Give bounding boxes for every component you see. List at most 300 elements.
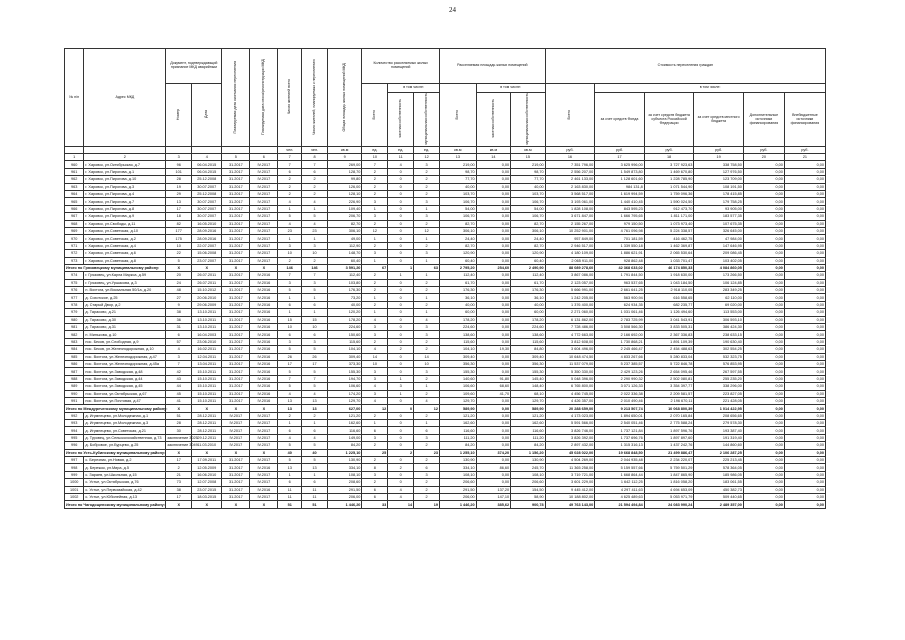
table-cell: 7 bbox=[302, 375, 328, 382]
table-cell: 14 bbox=[362, 353, 388, 360]
table-cell: 3 bbox=[414, 198, 440, 205]
table-cell: 49 763 143,00 bbox=[545, 501, 595, 508]
table-cell: 0,00 bbox=[476, 220, 510, 227]
table-cell: 129,70 bbox=[327, 397, 361, 404]
column-number-cell: 5 bbox=[222, 154, 250, 161]
table-cell: 2 946 517,00 bbox=[545, 242, 595, 249]
table-cell: 5 bbox=[302, 213, 328, 220]
table-cell: 2 bbox=[302, 412, 328, 419]
table-cell: 0,00 bbox=[784, 250, 825, 257]
table-cell: 162,60 bbox=[327, 420, 361, 427]
table-cell: 7 bbox=[362, 161, 388, 168]
subtotal-label: Итого по Междуреченскому муниципальному району: bbox=[66, 406, 168, 411]
table-cell: 2 bbox=[388, 346, 414, 353]
table-cell: 6 bbox=[278, 331, 302, 338]
table-cell: 2 022 336,38 bbox=[595, 390, 645, 397]
table-cell: 1 894 650,01 bbox=[595, 412, 645, 419]
table-cell: IV.2016 bbox=[250, 294, 278, 301]
table-cell: 0,00 bbox=[784, 405, 825, 412]
header-doc-date: Дата bbox=[203, 110, 208, 119]
table-cell: 2 196 670,11 bbox=[644, 397, 694, 404]
table-cell: 0,00 bbox=[784, 479, 825, 486]
table-cell: 6 131 862,00 bbox=[545, 316, 595, 323]
table-cell: IV.2017 bbox=[222, 434, 250, 441]
table-cell: 338 758,50 bbox=[694, 161, 744, 168]
table-cell: 979 150,50 bbox=[595, 220, 645, 227]
table-cell: 0,00 bbox=[784, 390, 825, 397]
table-cell: 0,00 bbox=[476, 434, 510, 441]
unit-cell: кв.м bbox=[511, 147, 546, 154]
address-cell: д. Игумнецево, ул.Молодежная, д.3 bbox=[84, 420, 166, 427]
table-cell: IV.2017 bbox=[222, 442, 250, 449]
table-cell: 146 bbox=[302, 264, 328, 271]
table-cell: 31.2017 bbox=[222, 457, 250, 464]
address-cell: д. Тарасово, д.21 bbox=[84, 309, 166, 316]
table-cell: 2 245 466,47 bbox=[595, 346, 645, 353]
table-cell: 5 350 330,00 bbox=[545, 368, 595, 375]
header-area-incl: в том числе: bbox=[476, 84, 545, 93]
table-cell: 3 354 397,77 bbox=[644, 383, 694, 390]
table-cell: 2 123 057,00 bbox=[545, 279, 595, 286]
table-cell: 108 191,50 bbox=[694, 183, 744, 190]
table-row bbox=[65, 383, 826, 390]
table-cell: IV.2017 bbox=[222, 420, 250, 427]
table-cell: 3 bbox=[362, 331, 388, 338]
table-cell: 31.2017 bbox=[222, 279, 250, 286]
table-cell: 0,00 bbox=[476, 324, 510, 331]
header-num: № п/п bbox=[65, 49, 84, 147]
table-cell: 2 bbox=[388, 464, 414, 471]
table-cell: 104,10 bbox=[327, 346, 361, 353]
table-cell: IV.2016 bbox=[250, 360, 278, 367]
table-cell: 103 402,05 bbox=[694, 257, 744, 264]
table-cell: 0,00 bbox=[476, 235, 510, 242]
table-cell: 0,00 bbox=[784, 301, 825, 308]
table-cell: 306,10 bbox=[511, 227, 546, 234]
table-cell: 25 bbox=[362, 449, 388, 456]
table-cell: 0 bbox=[388, 427, 414, 434]
table-cell: 84,20 bbox=[327, 442, 361, 449]
table-cell: заключение 3049 bbox=[167, 443, 198, 448]
table-cell: X bbox=[192, 405, 222, 412]
table-cell: 0,00 bbox=[743, 316, 784, 323]
table-cell: 11 bbox=[278, 486, 302, 493]
table-cell: 22.07.2007 bbox=[192, 242, 222, 249]
table-cell: 4 833 267,66 bbox=[595, 353, 645, 360]
table-cell: 112,90 bbox=[327, 242, 361, 249]
table-row bbox=[65, 287, 826, 294]
table-cell: 0,00 bbox=[476, 427, 510, 434]
table-cell: 68,60 bbox=[476, 383, 510, 390]
table-cell: 0,00 bbox=[476, 183, 510, 190]
address-cell: д. Игумнецево, ул.Советская, д.21 bbox=[84, 427, 166, 434]
table-cell: 5 048 396,00 bbox=[545, 375, 595, 382]
table-cell: X bbox=[166, 449, 192, 456]
table-cell: IV.2016 bbox=[250, 316, 278, 323]
table-cell: 17 bbox=[302, 360, 328, 367]
table-cell: 989 bbox=[65, 383, 84, 390]
table-cell: 0 bbox=[388, 176, 414, 183]
table-cell: 338 296,00 bbox=[694, 383, 744, 390]
table-cell: 5 bbox=[302, 287, 328, 294]
table-cell: 82,70 bbox=[511, 220, 546, 227]
table-cell: 3 bbox=[414, 434, 440, 441]
table-cell: 3 bbox=[362, 471, 388, 478]
table-cell: 31.2017 bbox=[222, 368, 250, 375]
table-cell: 116,60 bbox=[511, 427, 546, 434]
table-cell: 3 bbox=[302, 338, 328, 345]
table-cell: 5 bbox=[278, 457, 302, 464]
table-cell: 1 462 369,87 bbox=[644, 242, 694, 249]
table-cell: 992 bbox=[65, 412, 84, 419]
table-cell: 162,60 bbox=[511, 420, 546, 427]
table-cell: 2 bbox=[388, 449, 414, 456]
table-cell: IV.2016 bbox=[250, 331, 278, 338]
table-cell: 1 bbox=[302, 205, 328, 212]
table-cell: 16.02.2011 bbox=[192, 346, 222, 353]
table-cell: 0,00 bbox=[743, 442, 784, 449]
table-cell: IV.2016 bbox=[250, 353, 278, 360]
table-cell: 0,00 bbox=[784, 397, 825, 404]
table-cell: 17 bbox=[166, 494, 192, 501]
table-cell: 6 bbox=[278, 427, 302, 434]
table-cell: 106,70 bbox=[511, 198, 546, 205]
table-cell: 0,00 bbox=[476, 250, 510, 257]
table-cell: 4 bbox=[278, 220, 302, 227]
table-cell: 101 bbox=[166, 168, 192, 175]
table-cell: 31.2017 bbox=[222, 205, 250, 212]
table-cell: 106,70 bbox=[440, 198, 477, 205]
table-cell: 24,40 bbox=[511, 235, 546, 242]
table-cell: 108,10 bbox=[440, 471, 477, 478]
table-cell: 238 633,15 bbox=[694, 331, 744, 338]
table-cell: 979 bbox=[65, 309, 84, 316]
table-cell: 0,00 bbox=[743, 449, 784, 456]
table-cell: 11 bbox=[302, 494, 328, 501]
address-cell: пос. Вохтога, ул.Заводская, д.48 bbox=[84, 368, 166, 375]
table-cell: IV.2016 bbox=[250, 338, 278, 345]
table-cell: IV.2016 bbox=[250, 346, 278, 353]
table-cell: 1 619 994,59 bbox=[595, 190, 645, 197]
table-cell: 12 bbox=[362, 405, 388, 412]
table-cell: 2 bbox=[278, 183, 302, 190]
table-cell: 1 828 108,00 bbox=[545, 205, 595, 212]
table-cell: 15.10.2011 bbox=[192, 375, 222, 382]
table-cell: 0 bbox=[388, 294, 414, 301]
table-cell: 17 bbox=[278, 360, 302, 367]
table-cell: 1 242 205,00 bbox=[545, 294, 595, 301]
table-cell: 2 166 692,00 bbox=[595, 331, 645, 338]
header-cost-excess: Внебюджетные источники финансирования bbox=[784, 93, 825, 147]
table-cell: 0,00 bbox=[476, 198, 510, 205]
table-cell: 1 730 868,21 bbox=[595, 338, 645, 345]
table-cell: 107 675,35 bbox=[694, 220, 744, 227]
header-residents: Число жителей всего bbox=[286, 79, 291, 115]
table-cell: 962 bbox=[65, 176, 84, 183]
table-cell: 8 bbox=[362, 464, 388, 471]
table-cell: 3 625 996,00 bbox=[595, 161, 645, 168]
table-cell: 988 bbox=[65, 375, 84, 382]
table-cell: 26.07.2011 bbox=[192, 272, 222, 279]
table-cell: 385,62 bbox=[476, 501, 510, 508]
table-cell: 30.07.2007 bbox=[192, 205, 222, 212]
table-row bbox=[65, 235, 826, 242]
column-number-cell: 8 bbox=[302, 154, 328, 161]
table-row bbox=[65, 353, 826, 360]
table-cell: 20 bbox=[166, 272, 192, 279]
table-row bbox=[65, 316, 826, 323]
table-cell: 9 bbox=[166, 301, 192, 308]
table-cell: 1 897 596,76 bbox=[644, 427, 694, 434]
table-cell: 991 bbox=[65, 397, 84, 404]
table-cell: 4 bbox=[166, 346, 192, 353]
table-cell: 177 bbox=[166, 227, 192, 234]
table-cell: 283 349,25 bbox=[694, 287, 744, 294]
table-cell: 1 759 096,36 bbox=[644, 190, 694, 197]
table-cell: 30.07.2007 bbox=[192, 213, 222, 220]
column-number-cell: 12 bbox=[414, 154, 440, 161]
address-cell: с. Зараев, ул.Школьная, д.15 bbox=[84, 471, 166, 478]
table-cell: 0,00 bbox=[476, 205, 510, 212]
table-cell: 2 489 357,00 bbox=[694, 501, 744, 508]
address-cell: пос. Вохтога, ул.Железнодорожная, д.45а bbox=[84, 360, 166, 367]
table-cell: 31.2017 bbox=[222, 220, 250, 227]
table-cell: 11 bbox=[302, 486, 328, 493]
table-cell: 6 bbox=[302, 427, 328, 434]
table-cell: 0,00 bbox=[476, 397, 510, 404]
table-cell: 31.2017 bbox=[222, 272, 250, 279]
table-cell: 10 252 901,00 bbox=[545, 227, 595, 234]
table-cell: 0 bbox=[388, 324, 414, 331]
table-cell: 2 bbox=[414, 457, 440, 464]
table-cell: 0,00 bbox=[743, 368, 784, 375]
table-cell: 965 bbox=[65, 198, 84, 205]
table-cell: IV.2016 bbox=[250, 309, 278, 316]
table-cell: 20 288 659,00 bbox=[545, 405, 595, 412]
table-cell: 13 bbox=[278, 397, 302, 404]
table-cell: 0,00 bbox=[476, 287, 510, 294]
table-cell: 26 bbox=[302, 353, 328, 360]
table-cell: 28.12.2011 bbox=[192, 427, 222, 434]
unit-cell bbox=[166, 147, 192, 154]
header-qty-group: Количество расселяемых жилых помещений bbox=[362, 49, 440, 84]
table-cell: 416 462,75 bbox=[644, 235, 694, 242]
table-cell: 2 bbox=[414, 220, 440, 227]
table-cell: 10 bbox=[362, 360, 388, 367]
table-cell: 0,00 bbox=[784, 198, 825, 205]
table-cell: 10 bbox=[166, 242, 192, 249]
table-cell: 1 bbox=[388, 390, 414, 397]
table-cell: 73,20 bbox=[327, 294, 361, 301]
table-cell: 3 bbox=[414, 331, 440, 338]
table-cell: 130,90 bbox=[327, 457, 361, 464]
table-cell: 0 bbox=[388, 412, 414, 419]
table-cell: 148,70 bbox=[327, 250, 361, 257]
table-cell: 146 bbox=[278, 264, 302, 271]
address-cell: с. Устье, ул.Юбилейная, д.13 bbox=[84, 494, 166, 501]
units-row bbox=[65, 147, 826, 154]
table-cell: 1 918 630,00 bbox=[644, 272, 694, 279]
table-cell: 45 bbox=[166, 390, 192, 397]
unit-cell: руб. bbox=[595, 147, 645, 154]
table-cell: 60,00 bbox=[511, 309, 546, 316]
table-cell: 0,00 bbox=[476, 176, 510, 183]
table-cell: 3 bbox=[362, 434, 388, 441]
table-cell: IV.2017 bbox=[250, 257, 278, 264]
table-cell: 0,00 bbox=[784, 324, 825, 331]
table-cell: 2 490,90 bbox=[511, 264, 546, 271]
table-cell: 123 709,00 bbox=[694, 176, 744, 183]
table-cell: 2 bbox=[414, 168, 440, 175]
address-cell: д. Бобровое, ул.Бурцево, д.25 bbox=[84, 442, 166, 449]
table-cell: 1 128 601,60 bbox=[595, 176, 645, 183]
table-cell: 6 bbox=[414, 464, 440, 471]
table-cell: 176,30 bbox=[327, 287, 361, 294]
table-cell: 961 bbox=[65, 168, 84, 175]
table-cell: 26 bbox=[278, 353, 302, 360]
table-cell: 2 bbox=[362, 220, 388, 227]
table-cell: 984 bbox=[65, 346, 84, 353]
table-cell: 3 bbox=[278, 279, 302, 286]
table-cell: X bbox=[222, 449, 250, 456]
table-cell: 140,60 bbox=[440, 375, 477, 382]
table-cell: 3 bbox=[302, 242, 328, 249]
table-cell: 0,00 bbox=[743, 331, 784, 338]
table-cell: 128,70 bbox=[327, 168, 361, 175]
table-cell: 2 bbox=[362, 168, 388, 175]
table-cell: 0,00 bbox=[743, 501, 784, 508]
table-cell: 10 bbox=[302, 324, 328, 331]
table-cell: 106,60 bbox=[440, 383, 477, 390]
table-cell: 82,70 bbox=[327, 220, 361, 227]
table-cell: 2 bbox=[414, 486, 440, 493]
table-cell: 126,00 bbox=[327, 183, 361, 190]
table-cell: 120,20 bbox=[327, 309, 361, 316]
table-cell: 1 071 544,90 bbox=[644, 183, 694, 190]
table-cell: 3 bbox=[414, 368, 440, 375]
table-cell: 6 bbox=[302, 331, 328, 338]
table-cell: 2 bbox=[414, 412, 440, 419]
table-cell: 208,60 bbox=[327, 479, 361, 486]
table-cell: 1 bbox=[302, 420, 328, 427]
table-cell: 28 bbox=[166, 176, 192, 183]
table-cell: 682 235,77 bbox=[644, 301, 694, 308]
header-plan-resettle: Планируемая дата окончания переселения bbox=[232, 60, 237, 134]
table-cell: 147 646,95 bbox=[694, 242, 744, 249]
table-cell: 1 446,20 bbox=[327, 501, 361, 508]
table-cell: 1 bbox=[302, 235, 328, 242]
table-cell: 0,00 bbox=[784, 449, 825, 456]
table-cell: 2 bbox=[414, 287, 440, 294]
table-cell: 0,00 bbox=[784, 494, 825, 501]
unit-cell: руб. bbox=[644, 147, 694, 154]
table-cell: 1 440 410,45 bbox=[595, 198, 645, 205]
table-cell: 149,00 bbox=[327, 434, 361, 441]
table-cell: 0,00 bbox=[784, 235, 825, 242]
table-cell: 2 bbox=[302, 183, 328, 190]
table-cell: 0,00 bbox=[476, 331, 510, 338]
subtotal-row bbox=[65, 264, 826, 271]
table-cell: 267 597,55 bbox=[694, 368, 744, 375]
table-cell: 1002 bbox=[65, 494, 84, 501]
table-cell: 36,10 bbox=[440, 294, 477, 301]
table-cell: 0,00 bbox=[743, 397, 784, 404]
table-cell: 7 351 796,00 bbox=[545, 161, 595, 168]
table-cell: 175 bbox=[166, 235, 192, 242]
table-cell: 224,60 bbox=[327, 324, 361, 331]
table-cell: 2 bbox=[414, 346, 440, 353]
table-cell: 0,00 bbox=[784, 368, 825, 375]
table-row bbox=[65, 338, 826, 345]
table-cell: 3 719 721,00 bbox=[545, 471, 595, 478]
table-row bbox=[65, 412, 826, 419]
unit-cell bbox=[250, 147, 278, 154]
table-cell: 1 666 795,65 bbox=[595, 213, 645, 220]
table-cell: 116,60 bbox=[327, 427, 361, 434]
table-cell: 291,50 bbox=[327, 486, 361, 493]
table-cell: 509 440,65 bbox=[694, 494, 744, 501]
table-cell: 6 bbox=[278, 301, 302, 308]
unit-cell bbox=[84, 147, 166, 154]
table-cell: 128,10 bbox=[327, 190, 361, 197]
table-cell: 19 bbox=[414, 501, 440, 508]
table-cell: 306,10 bbox=[327, 227, 361, 234]
column-number-cell: 6 bbox=[250, 154, 278, 161]
table-cell: 981 bbox=[65, 324, 84, 331]
table-cell: IV.2016 bbox=[250, 486, 278, 493]
table-cell: 0 bbox=[388, 250, 414, 257]
table-cell: 1 156,20 bbox=[511, 449, 546, 456]
table-cell: 3 568 517,00 bbox=[545, 190, 595, 197]
table-cell: IV.2017 bbox=[250, 220, 278, 227]
table-cell: 0 bbox=[388, 368, 414, 375]
unit-cell: руб. bbox=[694, 147, 744, 154]
table-cell: 0,00 bbox=[743, 250, 784, 257]
table-cell: 0,00 bbox=[743, 494, 784, 501]
table-cell: 334,10 bbox=[440, 464, 477, 471]
table-cell: IV.2017 bbox=[250, 494, 278, 501]
table-cell: 0,00 bbox=[784, 501, 825, 508]
table-cell: 48 bbox=[166, 287, 192, 294]
table-cell: 1 891 109,39 bbox=[644, 338, 694, 345]
table-cell: IV.2017 bbox=[250, 213, 278, 220]
table-cell: 2 bbox=[362, 412, 388, 419]
table-row bbox=[65, 324, 826, 331]
table-cell: 996 bbox=[65, 442, 84, 449]
table-cell: 0,00 bbox=[784, 375, 825, 382]
table-cell: 51 bbox=[166, 412, 192, 419]
table-cell: 0 bbox=[388, 479, 414, 486]
table-cell: 28.09.2016 bbox=[192, 235, 222, 242]
table-cell: 2 bbox=[302, 176, 328, 183]
table-cell: 0,00 bbox=[476, 412, 510, 419]
table-cell: 3 671 847,00 bbox=[545, 213, 595, 220]
table-cell: 109,40 bbox=[327, 205, 361, 212]
table-cell: 269,00 bbox=[327, 161, 361, 168]
table-cell: 1 225,10 bbox=[327, 449, 361, 456]
table-cell: 0 bbox=[388, 338, 414, 345]
address-cell: д. Тарасово, д.30 bbox=[84, 316, 166, 323]
table-cell: 3 604 496,00 bbox=[545, 346, 595, 353]
table-cell: 176,30 bbox=[440, 287, 477, 294]
table-cell: 6 bbox=[278, 168, 302, 175]
table-cell: 1 bbox=[362, 294, 388, 301]
table-cell: 985 bbox=[65, 353, 84, 360]
table-cell: 31.2017 bbox=[222, 227, 250, 234]
table-row bbox=[65, 198, 826, 205]
table-cell: 13.10.2011 bbox=[192, 309, 222, 316]
table-cell: 1 bbox=[414, 383, 440, 390]
